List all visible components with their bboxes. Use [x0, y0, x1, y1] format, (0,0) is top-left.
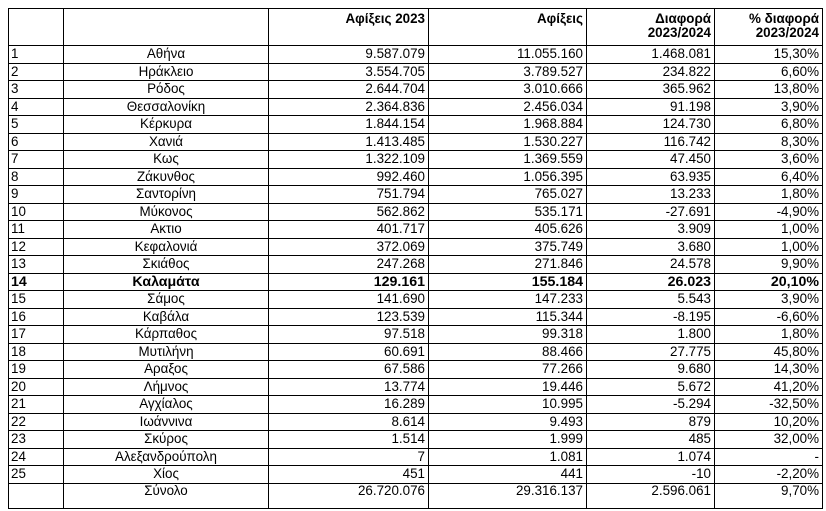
cell-city: Λήμνος [64, 378, 269, 396]
cell-city: Κέρκυρα [64, 116, 269, 134]
cell-rank: 19 [9, 361, 64, 379]
header-arrivals: Αφίξεις [429, 9, 587, 46]
cell-arrivals-2023: 451 [269, 466, 429, 484]
cell-rank: 4 [9, 98, 64, 116]
cell-percent-difference: 3,90% [715, 98, 823, 116]
cell-percent-difference: -6,60% [715, 308, 823, 326]
cell-difference: 1.468.081 [587, 46, 715, 64]
cell-percent-difference: 15,30% [715, 46, 823, 64]
cell-arrivals-2023: 1.413.485 [269, 133, 429, 151]
cell-percent-difference: 1,80% [715, 326, 823, 344]
cell-arrivals-2023: 97.518 [269, 326, 429, 344]
table-row [9, 221, 823, 239]
cell-percent-difference: 1,00% [715, 221, 823, 239]
cell-difference: 1.800 [587, 326, 715, 344]
cell-percent-difference: 41,20% [715, 378, 823, 396]
cell-rank: 15 [9, 291, 64, 309]
cell-difference: 26.023 [587, 273, 715, 291]
cell-rank: 5 [9, 116, 64, 134]
cell-arrivals: 1.999 [429, 431, 587, 449]
cell-difference: 879 [587, 413, 715, 431]
cell-arrivals-2023: 372.069 [269, 238, 429, 256]
cell-city: Ρόδος [64, 81, 269, 99]
cell-rank: 18 [9, 343, 64, 361]
table-row [9, 98, 823, 116]
cell-arrivals: 3.789.527 [429, 63, 587, 81]
cell-city: Αλεξανδρούπολη [64, 448, 269, 466]
header-difference: Διαφορά 2023/2024 [587, 9, 715, 46]
cell-arrivals-2023: 60.691 [269, 343, 429, 361]
cell-percent-difference: 3,90% [715, 291, 823, 309]
cell-rank: 3 [9, 81, 64, 99]
cell-arrivals-2023: 3.554.705 [269, 63, 429, 81]
header-rank [9, 9, 64, 46]
cell-arrivals: 1.369.559 [429, 151, 587, 169]
table-row [9, 431, 823, 449]
cell-arrivals: 88.466 [429, 343, 587, 361]
cell-percent-difference: 6,80% [715, 116, 823, 134]
header-percent-difference: % διαφορά 2023/2024 [715, 9, 823, 46]
total-row [9, 483, 823, 508]
cell-city: Ηράκλειο [64, 63, 269, 81]
table-row [9, 256, 823, 274]
cell-city: Ακτιο [64, 221, 269, 239]
cell-difference: 485 [587, 431, 715, 449]
cell-difference: 24.578 [587, 256, 715, 274]
cell-difference: -8.195 [587, 308, 715, 326]
cell-percent-difference: -32,50% [715, 396, 823, 414]
cell-difference: -27.691 [587, 203, 715, 221]
table-row [9, 466, 823, 484]
cell-percent-difference: 1,80% [715, 186, 823, 204]
cell-city: Μύκονος [64, 203, 269, 221]
cell-rank: 9 [9, 186, 64, 204]
cell-percent-difference: 14,30% [715, 361, 823, 379]
cell-rank: 20 [9, 378, 64, 396]
cell-arrivals-2023: 1.322.109 [269, 151, 429, 169]
cell-arrivals-2023: 129.161 [269, 273, 429, 291]
cell-city: Μυτιλήνη [64, 343, 269, 361]
cell-percent-difference: 45,80% [715, 343, 823, 361]
cell-arrivals: 77.266 [429, 361, 587, 379]
cell-arrivals-2023: 562.862 [269, 203, 429, 221]
cell-arrivals: 10.995 [429, 396, 587, 414]
cell-difference: 91.198 [587, 98, 715, 116]
cell-percent-difference: - [715, 448, 823, 466]
cell-difference: 1.074 [587, 448, 715, 466]
cell-arrivals: 3.010.666 [429, 81, 587, 99]
cell-arrivals-2023: 141.690 [269, 291, 429, 309]
cell-city: Κάρπαθος [64, 326, 269, 344]
cell-arrivals: 535.171 [429, 203, 587, 221]
table-row [9, 203, 823, 221]
cell-arrivals: 1.056.395 [429, 168, 587, 186]
table-row [9, 291, 823, 309]
cell-rank: 21 [9, 396, 64, 414]
cell-rank: 14 [9, 273, 64, 291]
cell-arrivals-2023: 2.364.836 [269, 98, 429, 116]
table-row [9, 168, 823, 186]
cell-arrivals-2023: 1.514 [269, 431, 429, 449]
cell-city: Σάμος [64, 291, 269, 309]
cell-rank: 23 [9, 431, 64, 449]
table-row [9, 413, 823, 431]
cell-difference: 13.233 [587, 186, 715, 204]
cell-difference: 124.730 [587, 116, 715, 134]
cell-arrivals: 405.626 [429, 221, 587, 239]
cell-city: Χίος [64, 466, 269, 484]
cell-city: Αγχίαλος [64, 396, 269, 414]
cell-city: Σαντορίνη [64, 186, 269, 204]
total-cell-rank [9, 483, 64, 508]
table-row [9, 116, 823, 134]
cell-arrivals: 115.344 [429, 308, 587, 326]
cell-arrivals: 147.233 [429, 291, 587, 309]
cell-arrivals-2023: 13.774 [269, 378, 429, 396]
table-row [9, 326, 823, 344]
cell-percent-difference: 10,20% [715, 413, 823, 431]
cell-difference: 365.962 [587, 81, 715, 99]
table-row [9, 81, 823, 99]
cell-percent-difference: 13,80% [715, 81, 823, 99]
cell-arrivals-2023: 751.794 [269, 186, 429, 204]
header-arrivals-2023: Αφίξεις 2023 [269, 9, 429, 46]
table-row [9, 46, 823, 64]
cell-rank: 13 [9, 256, 64, 274]
cell-rank: 8 [9, 168, 64, 186]
cell-arrivals-2023: 401.717 [269, 221, 429, 239]
cell-arrivals-2023: 16.289 [269, 396, 429, 414]
cell-difference: -5.294 [587, 396, 715, 414]
cell-arrivals-2023: 247.268 [269, 256, 429, 274]
cell-city: Σκύρος [64, 431, 269, 449]
cell-arrivals-2023: 7 [269, 448, 429, 466]
cell-arrivals: 1.530.227 [429, 133, 587, 151]
cell-difference: 27.775 [587, 343, 715, 361]
cell-percent-difference: -2,20% [715, 466, 823, 484]
header-row [9, 9, 823, 46]
table-row [9, 186, 823, 204]
cell-percent-difference: 6,60% [715, 63, 823, 81]
cell-arrivals-2023: 123.539 [269, 308, 429, 326]
table-row [9, 151, 823, 169]
table-row [9, 63, 823, 81]
table-row [9, 378, 823, 396]
cell-difference: 116.742 [587, 133, 715, 151]
cell-rank: 25 [9, 466, 64, 484]
total-cell-difference: 2.596.061 [587, 483, 715, 508]
table-row [9, 133, 823, 151]
cell-city: Αθήνα [64, 46, 269, 64]
cell-percent-difference: 20,10% [715, 273, 823, 291]
cell-arrivals-2023: 9.587.079 [269, 46, 429, 64]
cell-percent-difference: -4,90% [715, 203, 823, 221]
total-cell-arrivals-2023: 26.720.076 [269, 483, 429, 508]
cell-city: Ιωάννινα [64, 413, 269, 431]
table-row [9, 238, 823, 256]
cell-percent-difference: 6,40% [715, 168, 823, 186]
total-cell-city: Σύνολο [64, 483, 269, 508]
cell-arrivals: 11.055.160 [429, 46, 587, 64]
cell-city: Κεφαλονιά [64, 238, 269, 256]
cell-arrivals-2023: 992.460 [269, 168, 429, 186]
table-body [9, 46, 823, 509]
table-row [9, 448, 823, 466]
airport-arrivals-table [8, 8, 823, 509]
cell-arrivals: 99.318 [429, 326, 587, 344]
cell-arrivals: 2.456.034 [429, 98, 587, 116]
cell-difference: 3.909 [587, 221, 715, 239]
table-row [9, 343, 823, 361]
cell-city: Ζάκυνθος [64, 168, 269, 186]
cell-rank: 1 [9, 46, 64, 64]
header-city [64, 9, 269, 46]
cell-arrivals: 19.446 [429, 378, 587, 396]
cell-city: Αραξος [64, 361, 269, 379]
cell-difference: 47.450 [587, 151, 715, 169]
table-row [9, 308, 823, 326]
cell-percent-difference: 1,00% [715, 238, 823, 256]
total-cell-percent-difference: 9,70% [715, 483, 823, 508]
cell-difference: 234.822 [587, 63, 715, 81]
cell-rank: 10 [9, 203, 64, 221]
cell-arrivals: 765.027 [429, 186, 587, 204]
table-row [9, 361, 823, 379]
cell-city: Θεσσαλονίκη [64, 98, 269, 116]
cell-rank: 2 [9, 63, 64, 81]
cell-percent-difference: 3,60% [715, 151, 823, 169]
cell-arrivals-2023: 67.586 [269, 361, 429, 379]
cell-percent-difference: 8,30% [715, 133, 823, 151]
cell-city: Καλαμάτα [64, 273, 269, 291]
cell-rank: 22 [9, 413, 64, 431]
cell-arrivals: 1.968.884 [429, 116, 587, 134]
cell-arrivals-2023: 1.844.154 [269, 116, 429, 134]
cell-city: Κως [64, 151, 269, 169]
cell-arrivals: 1.081 [429, 448, 587, 466]
cell-arrivals: 9.493 [429, 413, 587, 431]
cell-rank: 17 [9, 326, 64, 344]
cell-city: Χανιά [64, 133, 269, 151]
cell-difference: 3.680 [587, 238, 715, 256]
arrivals-table-container [8, 8, 823, 509]
cell-arrivals-2023: 2.644.704 [269, 81, 429, 99]
cell-arrivals: 375.749 [429, 238, 587, 256]
cell-city: Σκιάθος [64, 256, 269, 274]
cell-difference: -10 [587, 466, 715, 484]
cell-rank: 24 [9, 448, 64, 466]
cell-percent-difference: 32,00% [715, 431, 823, 449]
cell-rank: 7 [9, 151, 64, 169]
table-row [9, 273, 823, 291]
table-row [9, 396, 823, 414]
cell-percent-difference: 9,90% [715, 256, 823, 274]
cell-difference: 9.680 [587, 361, 715, 379]
cell-arrivals: 441 [429, 466, 587, 484]
total-cell-arrivals: 29.316.137 [429, 483, 587, 508]
cell-rank: 12 [9, 238, 64, 256]
cell-difference: 63.935 [587, 168, 715, 186]
cell-arrivals-2023: 8.614 [269, 413, 429, 431]
cell-rank: 6 [9, 133, 64, 151]
cell-difference: 5.672 [587, 378, 715, 396]
cell-city: Καβάλα [64, 308, 269, 326]
cell-arrivals: 155.184 [429, 273, 587, 291]
cell-arrivals: 271.846 [429, 256, 587, 274]
cell-rank: 16 [9, 308, 64, 326]
cell-difference: 5.543 [587, 291, 715, 309]
cell-rank: 11 [9, 221, 64, 239]
